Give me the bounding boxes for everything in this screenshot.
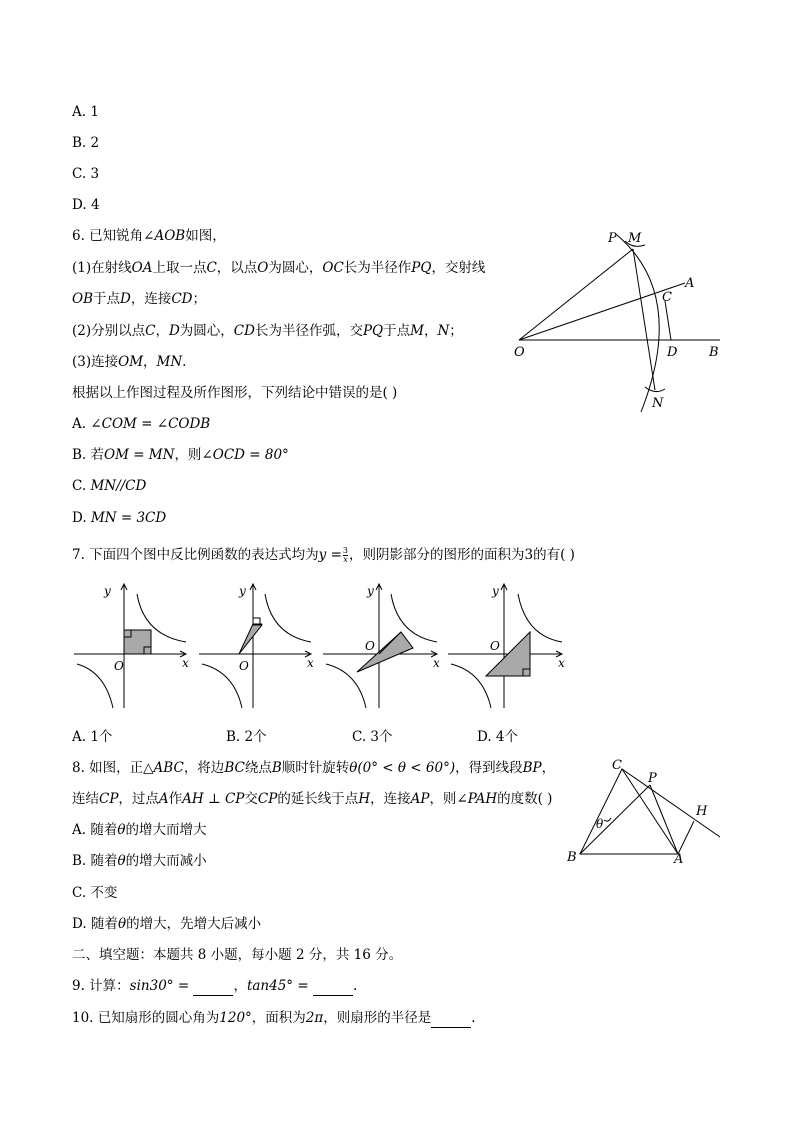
segment-cp-extended [622,769,720,837]
triangle-abc [580,769,678,854]
q7-stem: 7. 下面四个图中反比例函数的表达式均为y = $\frac{3}{x}$ ，则阴影部分的图形的面积为3的有( ) [72,546,575,564]
svg-text:H: H [696,804,708,819]
label-p: P [608,231,617,246]
q6-step1: (1)在射线OA上取一点C，以点O为圆心，OC长为半径作PQ，交射线 [72,260,486,276]
svg-text:y: y [239,584,246,598]
segment-ap [650,785,678,854]
svg-text:x: x [182,656,189,670]
q6-step1-cont: OB于点D，连接CD； [72,291,206,307]
q7-option-a: A. 1个 [72,729,113,745]
svg-text:P: P [648,771,657,786]
segment-om [519,249,633,340]
q7-option-b: B. 2个 [226,729,267,745]
segment-cd [665,301,671,340]
label-d: D [667,345,678,360]
label-b: B [709,345,719,360]
q7-option-d: D. 4个 [477,729,519,745]
svg-text:x: x [307,656,314,670]
svg-text:O: O [365,639,375,653]
q6-option-c: C. MN//CD [72,478,147,494]
q6-option-b: B. 若OM = MN，则∠OCD = 80° [72,447,289,463]
q7-option-c: C. 3个 [352,729,393,745]
q8-figure [560,755,730,870]
q7-graph-c [323,580,443,710]
svg-text:y: y [104,584,111,598]
q5-option-a: A. 1 [72,104,99,120]
svg-text:O: O [239,659,249,673]
q10: 10. 已知扇形的圆心角为120°，面积为2π，则扇形的半径是 . [72,1010,476,1026]
svg-text:B: B [567,850,577,865]
q6-question: 根据以上作图过程及所作图形，下列结论中错误的是( ) [72,385,398,401]
svg-text:y: y [367,584,374,598]
q5-option-c: C. 3 [72,166,100,182]
q6-figure [505,225,735,415]
segment-bp [580,785,650,854]
q6-stem: 6. 已知锐角∠AOB如图， [72,228,226,244]
ray-oa [519,283,685,340]
q6-step2: (2)分别以点C，D为圆心，CD长为半径作弧，交PQ于点M，N； [72,323,463,339]
q6-option-a: A. ∠COM = ∠CODB [72,416,211,432]
q9-blank-sin[interactable] [193,977,233,996]
label-c: C [662,290,672,305]
q7-fraction: $\frac{3}{x}$ [342,546,348,564]
q8-stem-cont: 连结CP，过点A作AH ⊥ CP交CP的延长线于点H，连接AP，则∠PAH的度数( ) [72,791,553,807]
q8-option-b: B. 随着θ的增大而减小 [72,853,207,869]
q9-blank-tan[interactable] [313,977,353,996]
svg-text:θ: θ [596,817,604,831]
q7-graph-b [199,580,319,710]
q7-graph-d [448,580,568,710]
svg-text:x: x [433,656,440,670]
q5-option-b: B. 2 [72,135,100,151]
label-m: M [628,231,642,246]
q5-option-d: D. 4 [72,197,100,213]
q7-graph-a [74,580,194,710]
segment-ah [678,821,694,854]
section2-heading: 二、填空题：本题共 8 小题，每小题 2 分，共 16 分。 [72,947,403,963]
q8-option-a: A. 随着θ的增大而增大 [72,822,207,838]
q8-option-c: C. 不变 [72,885,118,901]
label-a: A [685,276,695,291]
segment-mn [633,249,655,390]
label-n: N [652,396,664,411]
svg-text:x: x [558,656,565,670]
svg-text:C: C [612,758,622,773]
svg-text:O: O [490,639,500,653]
q9: 9. 计算：sin30° = ，tan45° = . [72,978,358,994]
svg-text:O: O [114,659,124,673]
svg-text:A: A [674,852,684,867]
q8-option-d: D. 随着θ的增大，先增大后减小 [72,916,262,932]
q8-stem: 8. 如图，正△ABC，将边BC绕点B顺时针旋转θ(0° < θ < 60°)，得到线段BP， [72,760,556,776]
label-o: O [514,345,525,360]
q6-option-d: D. MN = 3CD [72,510,167,526]
q6-step3: (3)连接OM，MN. [72,354,187,370]
svg-text:y: y [492,584,499,598]
theta-arc [604,818,611,821]
arc-pq [617,235,659,412]
q10-blank-radius[interactable] [431,1009,471,1028]
